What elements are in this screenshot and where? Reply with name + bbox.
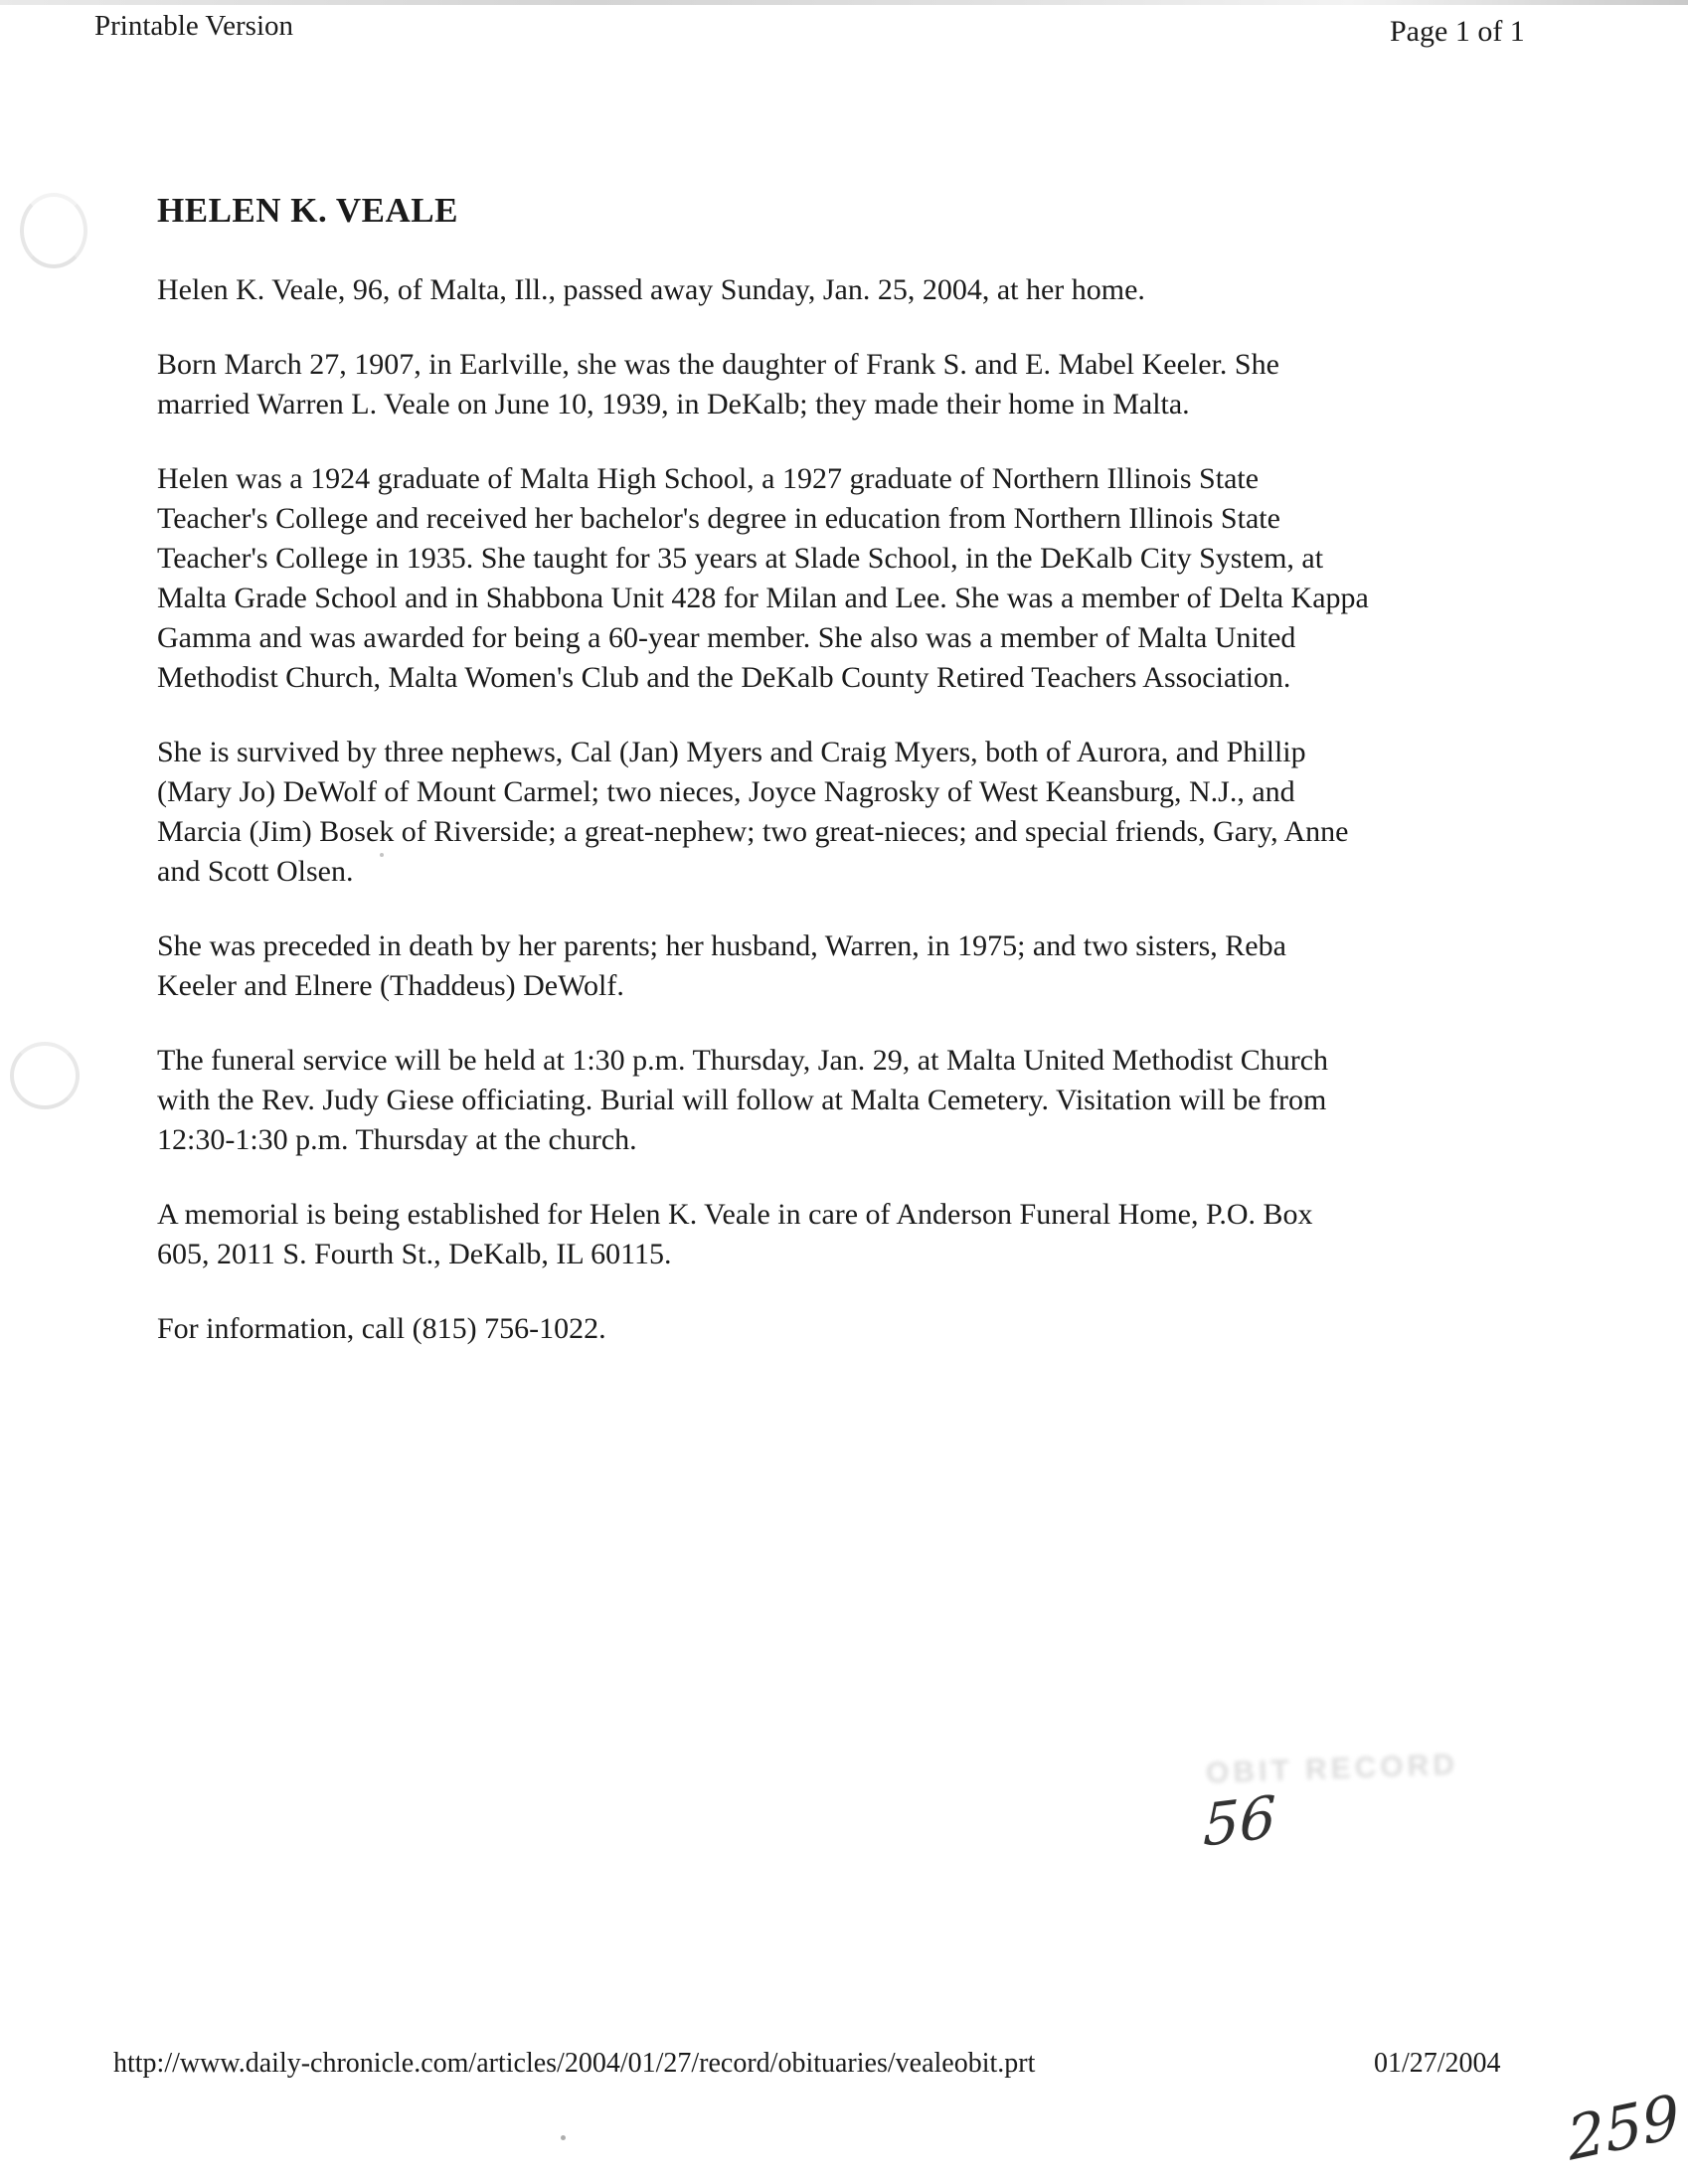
- text-line: 605, 2011 S. Fourth St., DeKalb, IL 60115.: [157, 1238, 672, 1270]
- obituary-title: HELEN K. VEALE: [157, 191, 458, 230]
- paragraph-contact-info: [157, 1309, 1469, 1349]
- text-line: The funeral service will be held at 1:30 p.m. Thursday, Jan. 29, at Malta United Methodist Church: [157, 1044, 1329, 1077]
- footer-print-date: 01/27/2004: [1374, 2048, 1501, 2079]
- text-line: Keeler and Elnere (Thaddeus) DeWolf.: [157, 969, 624, 1002]
- paragraph-birth-marriage: [157, 345, 1469, 424]
- text-line: Helen K. Veale, 96, of Malta, Ill., passed away Sunday, Jan. 25, 2004, at her home.: [157, 273, 1145, 306]
- handwritten-number-259: 259: [1564, 2082, 1683, 2175]
- text-line: Marcia (Jim) Bosek of Riverside; a great-nephew; two great-nieces; and special friends, Gary, Anne: [157, 815, 1349, 848]
- text-line: A memorial is being established for Helen K. Veale in care of Anderson Funeral Home, P.O. Box: [157, 1198, 1313, 1231]
- faded-ink-stamp: OBIT RECORD: [1205, 1748, 1459, 1790]
- scan-speck: [561, 2135, 566, 2140]
- paragraph-death-notice: [157, 270, 1469, 310]
- text-line: Helen was a 1924 graduate of Malta High School, a 1927 graduate of Northern Illinois State: [157, 462, 1260, 495]
- hole-punch-top: [20, 193, 87, 268]
- text-line: Teacher's College in 1935. She taught for 35 years at Slade School, in the DeKalb City System, at: [157, 542, 1324, 575]
- text-line: married Warren L. Veale on June 10, 1939, in DeKalb; they made their home in Malta.: [157, 388, 1190, 420]
- text-line: Malta Grade School and in Shabbona Unit 428 for Milan and Lee. She was a member of Delta Kappa: [157, 582, 1369, 614]
- hole-punch-middle: [10, 1042, 80, 1109]
- text-line: Methodist Church, Malta Women's Club and the DeKalb County Retired Teachers Association.: [157, 661, 1291, 694]
- header-page-number: Page 1 of 1: [1390, 15, 1525, 48]
- header-printable-version: Printable Version: [94, 10, 294, 42]
- text-line: Gamma and was awarded for being a 60-year member. She also was a member of Malta United: [157, 621, 1296, 654]
- text-line: She was preceded in death by her parents; her husband, Warren, in 1975; and two sisters, Reba: [157, 929, 1286, 962]
- text-line: For information, call (815) 756-1022.: [157, 1312, 606, 1345]
- text-line: (Mary Jo) DeWolf of Mount Carmel; two nieces, Joyce Nagrosky of West Keansburg, N.J., and: [157, 775, 1295, 808]
- text-line: She is survived by three nephews, Cal (Jan) Myers and Craig Myers, both of Aurora, and Phillip: [157, 736, 1306, 768]
- text-line: Teacher's College and received her bachelor's degree in education from Northern Illinois State: [157, 502, 1280, 535]
- scan-edge-artifact: [0, 0, 1688, 5]
- text-line: 12:30-1:30 p.m. Thursday at the church.: [157, 1123, 637, 1156]
- scan-speck: [380, 853, 384, 857]
- handwritten-number-56: 56: [1202, 1782, 1277, 1860]
- paragraph-funeral-service: [157, 1041, 1469, 1160]
- paragraph-survivors: [157, 733, 1469, 892]
- text-line: with the Rev. Judy Giese officiating. Burial will follow at Malta Cemetery. Visitation will be from: [157, 1084, 1327, 1116]
- obituary-body: [157, 270, 1469, 1384]
- paragraph-preceded-in-death: [157, 926, 1469, 1006]
- text-line: Born March 27, 1907, in Earlville, she was the daughter of Frank S. and E. Mabel Keeler. She: [157, 348, 1279, 381]
- text-line: and Scott Olsen.: [157, 855, 354, 888]
- paragraph-memorial: [157, 1195, 1469, 1274]
- paragraph-education-career: [157, 459, 1469, 698]
- footer-source-url: http://www.daily-chronicle.com/articles/2004/01/27/record/obituaries/vealeobit.prt: [113, 2048, 1036, 2079]
